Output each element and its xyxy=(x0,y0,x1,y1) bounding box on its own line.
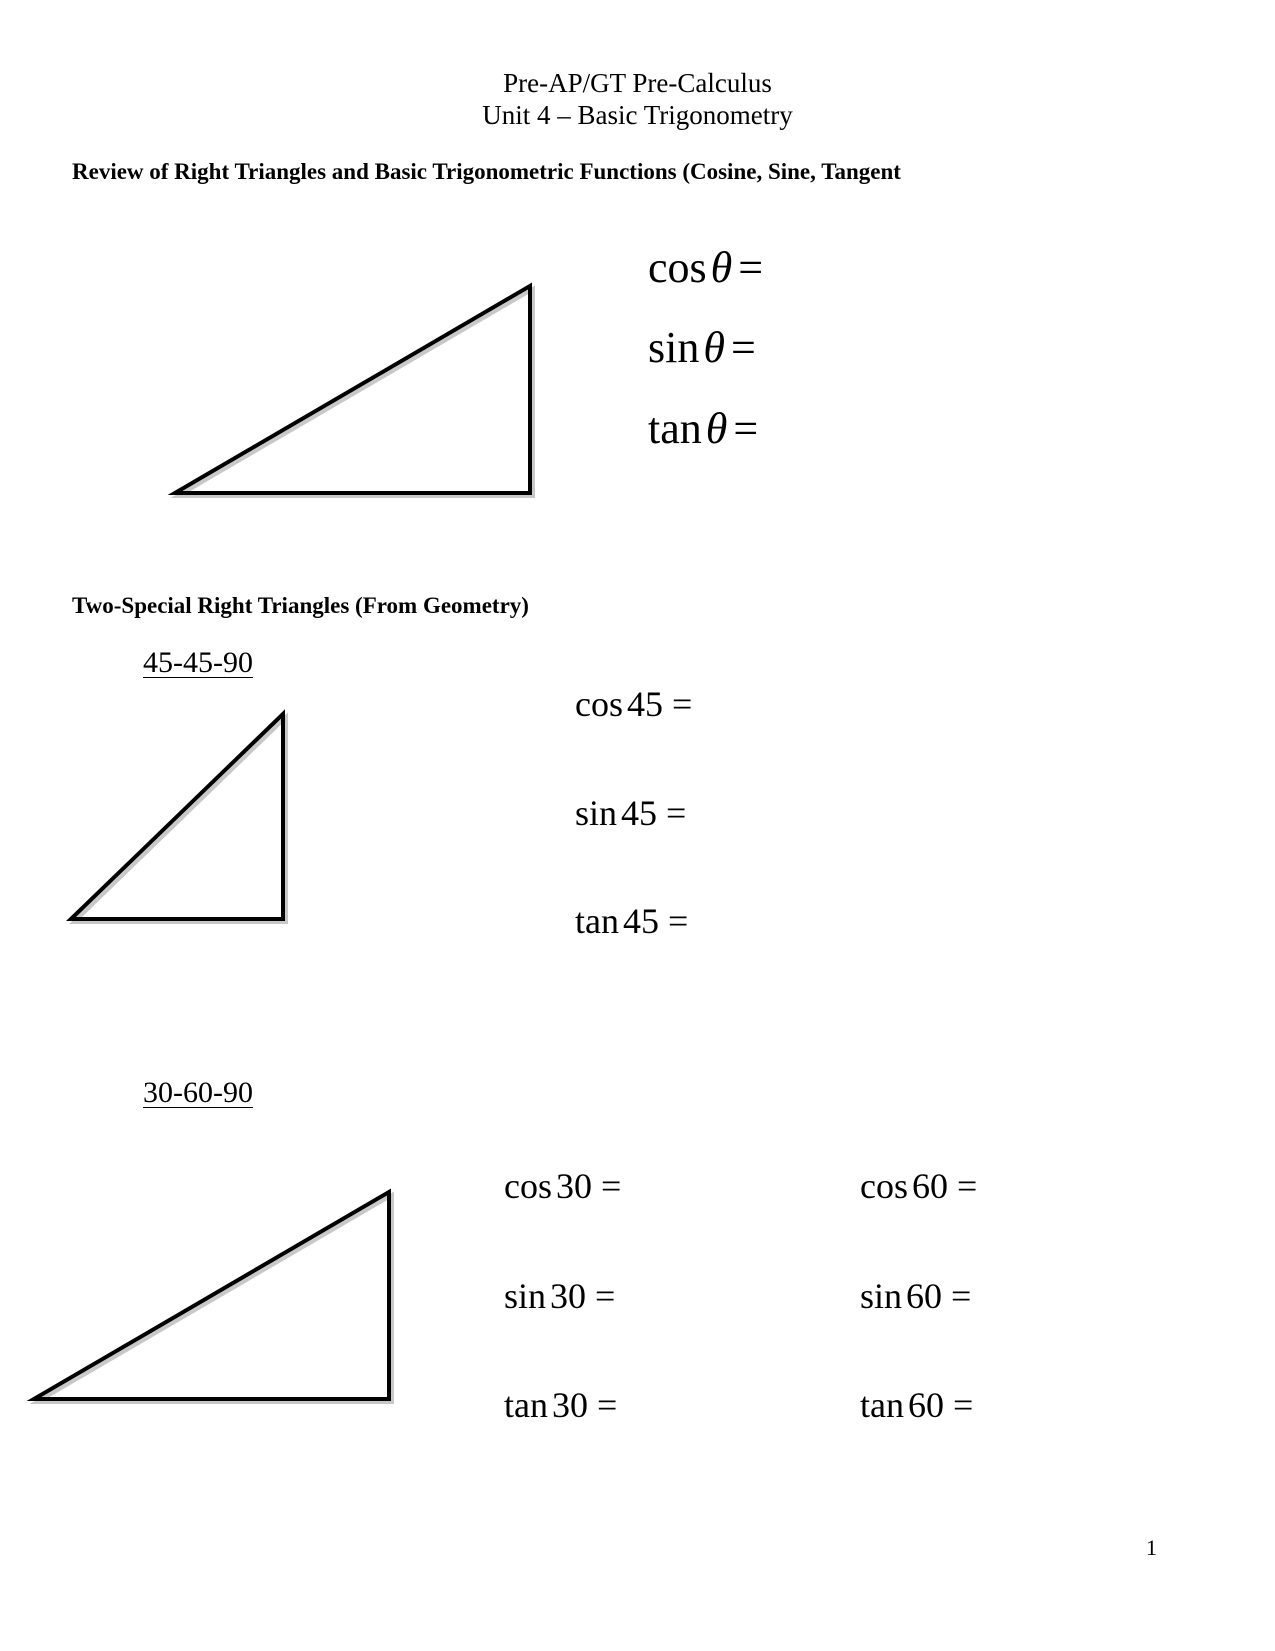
fn-name: sin xyxy=(860,1276,903,1316)
fn-name: cos xyxy=(648,243,707,292)
review-cos-equation xyxy=(648,243,763,293)
cos-30-equation xyxy=(504,1165,621,1207)
sin-60-equation xyxy=(860,1275,971,1317)
angle-value: 45 xyxy=(621,793,658,833)
equals-sign: = xyxy=(595,1276,616,1316)
fn-name: tan xyxy=(860,1385,904,1425)
angle-value: 60 xyxy=(912,1166,948,1206)
equals-sign: = xyxy=(666,793,687,833)
label-30-60-90: 30-60-90 xyxy=(143,1076,253,1109)
equals-sign: = xyxy=(733,404,759,453)
fn-name: cos xyxy=(575,684,623,724)
theta-symbol: θ xyxy=(710,243,733,292)
course-title: Pre-AP/GT Pre-Calculus xyxy=(503,68,772,98)
review-tan-equation xyxy=(648,404,758,454)
special-heading: Two-Special Right Triangles (From Geometry) xyxy=(72,593,529,618)
tan-60-equation xyxy=(860,1384,973,1426)
angle-value: 45 xyxy=(627,684,663,724)
theta-symbol: θ xyxy=(703,323,725,372)
equals-sign: = xyxy=(596,1385,618,1425)
tan-30-equation xyxy=(504,1384,617,1426)
cos-45-equation xyxy=(575,683,692,725)
fn-name: tan xyxy=(575,901,619,941)
fn-name: sin xyxy=(648,323,700,372)
equals-sign: = xyxy=(667,901,689,941)
equals-sign: = xyxy=(952,1385,974,1425)
page-number: 1 xyxy=(1146,1535,1157,1560)
unit-title: Unit 4 – Basic Trigonometry xyxy=(482,100,793,130)
review-right-triangle xyxy=(160,275,560,515)
angle-value: 30 xyxy=(550,1276,587,1316)
fn-name: cos xyxy=(504,1166,552,1206)
fn-name: cos xyxy=(860,1166,908,1206)
review-heading: Review of Right Triangles and Basic Trigonometric Functions (Cosine, Sine, Tangent xyxy=(72,159,901,184)
equals-sign: = xyxy=(730,323,756,372)
triangle-45-45-90 xyxy=(60,705,300,935)
cos-60-equation xyxy=(860,1165,977,1207)
tan-45-equation xyxy=(575,900,688,942)
fn-name: tan xyxy=(504,1385,548,1425)
equals-sign: = xyxy=(601,1166,622,1206)
equals-sign: = xyxy=(951,1276,972,1316)
triangle-30-60-90 xyxy=(25,1185,405,1415)
equals-sign: = xyxy=(672,684,693,724)
angle-value: 30 xyxy=(551,1385,588,1425)
equals-sign: = xyxy=(738,243,764,292)
review-sin-equation xyxy=(648,323,756,373)
fn-name: sin xyxy=(504,1276,547,1316)
angle-value: 30 xyxy=(556,1166,592,1206)
theta-symbol: θ xyxy=(705,404,728,453)
fn-name: tan xyxy=(648,404,702,453)
angle-value: 60 xyxy=(906,1276,943,1316)
equals-sign: = xyxy=(957,1166,978,1206)
fn-name: sin xyxy=(575,793,618,833)
sin-30-equation xyxy=(504,1275,615,1317)
angle-value: 60 xyxy=(907,1385,944,1425)
label-45-45-90: 45-45-90 xyxy=(143,646,253,679)
sin-45-equation xyxy=(575,792,686,834)
angle-value: 45 xyxy=(622,901,659,941)
